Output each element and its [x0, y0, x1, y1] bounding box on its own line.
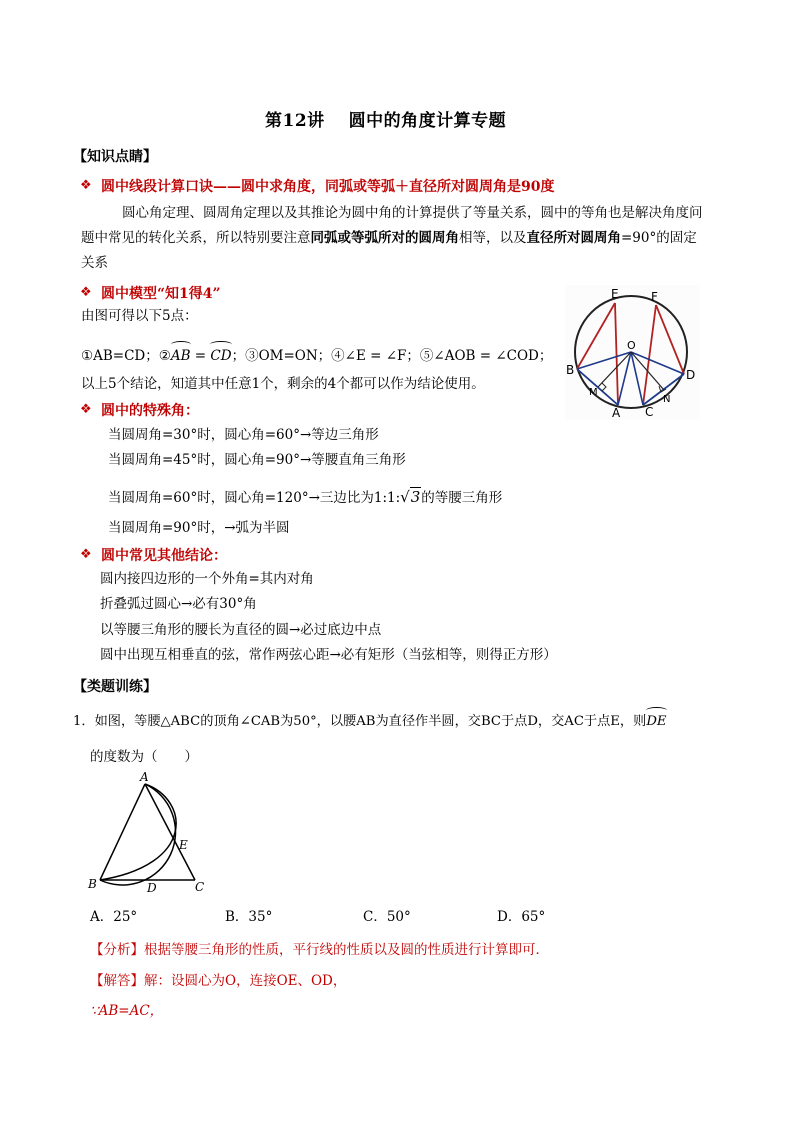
paragraph-line: 题中常见的转化关系，所以特别要注意同弧或等弧所对的圆周角相等，以及直径所对圆周角=90°的固定 [81, 230, 697, 246]
label-B: B [88, 877, 97, 891]
bullet-title-formula: 圆中线段计算口诀——圆中求角度，同弧或等弧＋直径所对圆周角是90度 [101, 179, 555, 195]
label-C: C [645, 405, 654, 419]
model-summary: 以上5个结论，知道其中任意1个，剩余的4个都可以作为结论使用。 [81, 376, 485, 392]
diamond-bullet-icon: ❖ [80, 285, 92, 300]
conclusion-item: 圆内接四边形的一个外角=其内对角 [100, 571, 314, 587]
diamond-bullet-icon: ❖ [80, 547, 92, 562]
special-angle-item: 当圆周角=90°时，→弧为半圆 [108, 520, 290, 536]
label-C: C [195, 880, 205, 894]
label-M: M [589, 387, 598, 398]
option-b: B．35° [225, 909, 273, 925]
conclusion-item: 以等腰三角形的腰长为直径的圆→必过底边中点 [100, 622, 382, 638]
special-angle-item: 当圆周角=45°时，圆心角=90°→等腰直角三角形 [108, 452, 406, 468]
label-D: D [686, 368, 696, 382]
since-line: ∵AB=AC， [90, 1003, 164, 1019]
label-E: E [611, 287, 619, 301]
section-header-practice: 【类题训练】 [73, 679, 157, 695]
bullet-title-model: 圆中模型“知1得4” [101, 286, 221, 302]
label-B: B [566, 363, 575, 377]
label-E: E [179, 838, 188, 852]
option-d: D．65° [497, 909, 546, 925]
label-A: A [612, 406, 621, 420]
circle-model-figure [565, 285, 700, 420]
diamond-bullet-icon: ❖ [80, 178, 92, 193]
label-O: O [627, 339, 636, 352]
model-conclusions: ①AB=CD；②AB = CD；③OM=ON；④∠E = ∠F；⑤∠AOB = ∠COD； [81, 344, 552, 368]
analysis: 【分析】根据等腰三角形的性质，平行线的性质以及圆的性质进行计算即可． [90, 942, 549, 958]
section-header-knowledge: 【知识点睛】 [73, 149, 157, 165]
special-angle-item: 当圆周角=60°时，圆心角=120°→三边比为1:1:√3的等腰三角形 [108, 488, 503, 506]
bullet-title-conclusions: 圆中常见其他结论： [101, 548, 227, 564]
label-N: N [663, 394, 671, 405]
model-intro: 由图可得以下5点： [81, 308, 198, 324]
question-1-line1: 1．如图，等腰△ABC的顶角∠CAB为50°，以腰AB为直径作半圆，交BC于点D，交AC于点E，则DE [73, 710, 667, 734]
answer: 【解答】解：设圆心为O，连接OE、OD， [90, 973, 347, 989]
page-title: 第12讲 圆中的角度计算专题 [265, 111, 507, 131]
paragraph-line: 圆心角定理、圆周角定理以及其推论为圆中角的计算提供了等量关系，圆中的等角也是解决角度问 [122, 205, 703, 221]
triangle-semicircle-figure [85, 770, 215, 895]
paragraph-line: 关系 [81, 255, 108, 271]
question-1-line2: 的度数为（ ） [90, 749, 198, 765]
diamond-bullet-icon: ❖ [80, 402, 92, 417]
option-a: A．25° [90, 909, 138, 925]
option-c: C．50° [363, 909, 411, 925]
label-D: D [147, 881, 157, 895]
label-A: A [140, 770, 149, 784]
special-angle-item: 当圆周角=30°时，圆心角=60°→等边三角形 [108, 427, 379, 443]
conclusion-item: 圆中出现互相垂直的弦，常作两弦心距→必有矩形（当弦相等，则得正方形） [100, 647, 557, 663]
bullet-title-special-angles: 圆中的特殊角： [101, 403, 199, 419]
conclusion-item: 折叠弧过圆心→必有30°角 [100, 596, 257, 612]
label-F: F [651, 290, 658, 304]
